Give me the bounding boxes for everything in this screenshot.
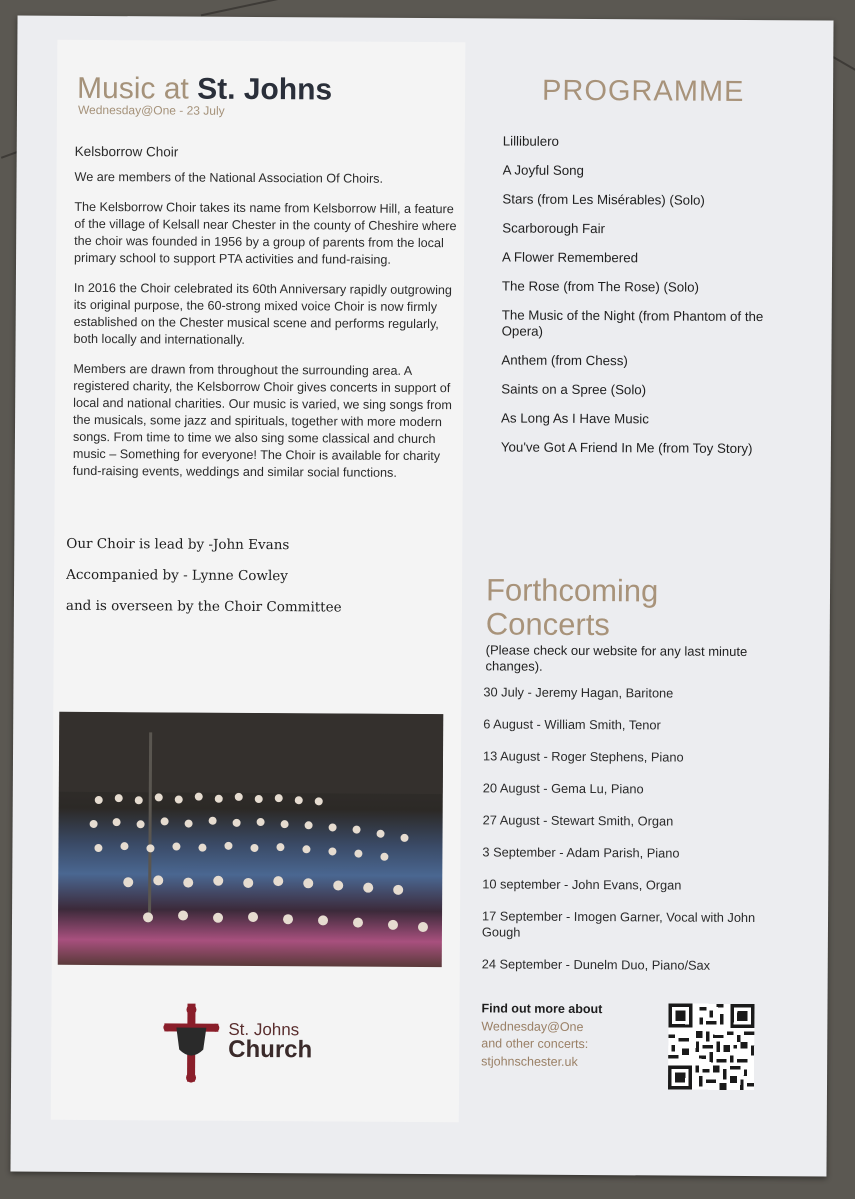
church-crest-icon xyxy=(161,1001,221,1083)
concert-list xyxy=(482,684,784,990)
programme-item: As Long As I Have Music xyxy=(501,410,649,427)
qr-code-icon[interactable] xyxy=(668,1002,755,1093)
programme-item: Anthem (from Chess) xyxy=(501,352,628,369)
programme-list xyxy=(501,133,778,470)
forthcoming-title: Forthcoming Concerts xyxy=(485,572,659,643)
concert-item: 3 September - Adam Parish, Piano xyxy=(482,844,680,861)
programme-item: The Music of the Night (from Phantom of the Opera) xyxy=(501,307,764,339)
concert-item: 27 August - Stewart Smith, Organ xyxy=(482,812,674,829)
programme-item: A Joyful Song xyxy=(502,162,584,178)
concert-item: 30 July - Jeremy Hagan, Baritone xyxy=(483,684,674,701)
programme-item: Lillibulero xyxy=(502,133,560,149)
choir-leader: Our Choir is lead by -John Evans xyxy=(66,535,290,554)
intro-paragraph: We are members of the National Association Of Choirs. xyxy=(74,169,384,186)
find-out-more xyxy=(481,1000,602,1071)
choir-intro xyxy=(73,143,460,495)
intro-paragraph: Members are drawn from throughout the surrounding area. A registered charity, the Kelsborrow Choir gives concerts in support of local and national charities. Our music is varied, we sing songs from the musicals, some jazz and spirituals, together with more modern songs. From time to time we also sing some classical and church music – Something for everyone! The Choir is available for charity fund-raising events, weddings and similar social functions. xyxy=(72,361,452,480)
intro-paragraph: The Kelsborrow Choir takes its name from Kelsborrow Hill, a feature of the village of Kelsall near Chester in the county of Cheshire where the choir was founded in 1956 by a group of parents from the local primary school to support PTA activities and fund-raising. xyxy=(74,199,457,267)
choir-accompanist: Accompanied by - Lynne Cowley xyxy=(66,566,288,585)
choir-photo xyxy=(58,712,444,967)
concert-item: 17 September - Imogen Garner, Vocal with John Gough xyxy=(481,908,756,940)
programme-item: The Rose (from The Rose) (Solo) xyxy=(501,278,699,295)
concert-item: 10 september - John Evans, Organ xyxy=(482,876,682,893)
church-logo xyxy=(161,1001,326,1084)
programme-item: Stars (from Les Misérables) (Solo) xyxy=(502,191,705,208)
programme-item: A Flower Remembered xyxy=(502,249,639,266)
concert-item: 13 August - Roger Stephens, Piano xyxy=(482,748,684,765)
choir-name: Kelsborrow Choir xyxy=(74,143,179,160)
concert-item: 24 September - Dunelm Duo, Piano/Sax xyxy=(481,956,711,973)
flyer-sheet xyxy=(10,16,833,1177)
programme-item: Saints on a Spree (Solo) xyxy=(501,381,647,398)
choir-credits xyxy=(66,536,342,631)
logo-line-1: St. Johns xyxy=(228,1019,300,1040)
programme-item: You've Got A Friend In Me (from Toy Story) xyxy=(500,439,753,457)
logo-line-2: Church xyxy=(228,1035,313,1064)
programme-title: PROGRAMME xyxy=(541,74,745,108)
concert-item: 20 August - Gema Lu, Piano xyxy=(482,780,644,797)
forthcoming-note: (Please check our website for any last minute changes). xyxy=(485,642,748,674)
concert-item: 6 August - William Smith, Tenor xyxy=(483,716,661,733)
intro-paragraph: In 2016 the Choir celebrated its 60th Anniversary rapidly outgrowing its original purpose, the 60-strong mixed voice Choir is now firmly established on the Chester musical scene and performs regularly, both locally and internationally. xyxy=(73,280,452,347)
find-out-more-line-1: Wednesday@One xyxy=(481,1018,584,1034)
choir-committee: and is overseen by the Choir Committee xyxy=(65,597,342,616)
website-link[interactable]: stjohnschester.uk xyxy=(481,1053,578,1069)
event-subtitle: Wednesday@One - 23 July xyxy=(77,102,225,118)
programme-item: Scarborough Fair xyxy=(502,220,606,237)
find-out-more-line-2: and other concerts: xyxy=(481,1036,589,1052)
page-title: Music at St. Johns xyxy=(76,71,333,107)
find-out-more-heading: Find out more about xyxy=(481,1001,603,1017)
